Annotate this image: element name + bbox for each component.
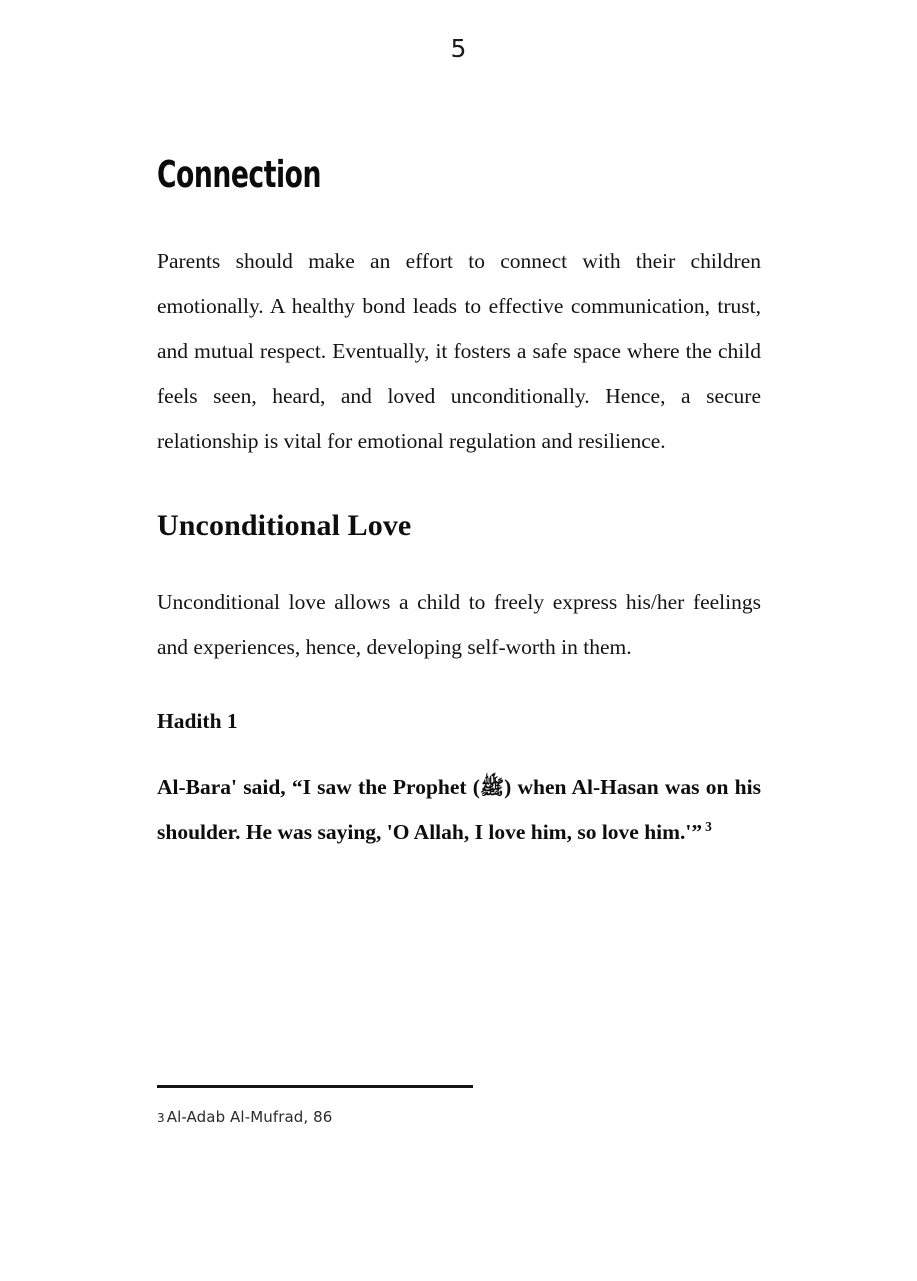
spacer xyxy=(157,542,761,580)
spacer xyxy=(157,670,761,709)
page-content xyxy=(157,140,761,855)
sallallahu-alayhi-wasallam-icon: ﷺ xyxy=(479,774,505,799)
paragraph-connection: Parents should make an effort to connect with their children emotionally. A healthy bond leads to effective communication, trust, and mutual respect. Eventually, it fosters a safe space where the child feels seen, heard, and loved unconditionally. Hence, a secure relationship is vital for emotional regulation and resilience. xyxy=(157,249,761,453)
footnote-reference[interactable]: 3 xyxy=(705,818,712,834)
hadith-quote-text-before: Al-Bara' said, “I saw the Prophet ( xyxy=(157,774,480,799)
section-heading-unconditional-love: Unconditional Love xyxy=(157,509,412,542)
spacer xyxy=(157,198,761,239)
page-number: 5 xyxy=(450,34,467,63)
hadith-quote-text-after: ) when Al-Hasan was on his shoulder. He was saying, 'O Allah, I love him, so love him.'” xyxy=(157,774,761,844)
footnote-marker: 3 xyxy=(157,1111,165,1125)
footnote-entry xyxy=(157,1108,761,1128)
hadith-quote xyxy=(157,765,761,855)
spacer xyxy=(157,735,761,765)
footnote-separator-rule xyxy=(157,1085,473,1088)
section-heading-connection-wrap xyxy=(157,153,761,198)
footnote-area xyxy=(157,1085,761,1128)
footnote-citation: Al-Adab Al-Mufrad, 86 xyxy=(166,1108,333,1126)
spacer xyxy=(157,464,761,509)
subheading-hadith-1: Hadith 1 xyxy=(157,709,238,733)
section-heading-connection: Connection xyxy=(157,153,321,196)
paragraph-unconditional-love: Unconditional love allows a child to freely express his/her feelings and experiences, hence, developing self-worth in them. xyxy=(157,590,761,659)
